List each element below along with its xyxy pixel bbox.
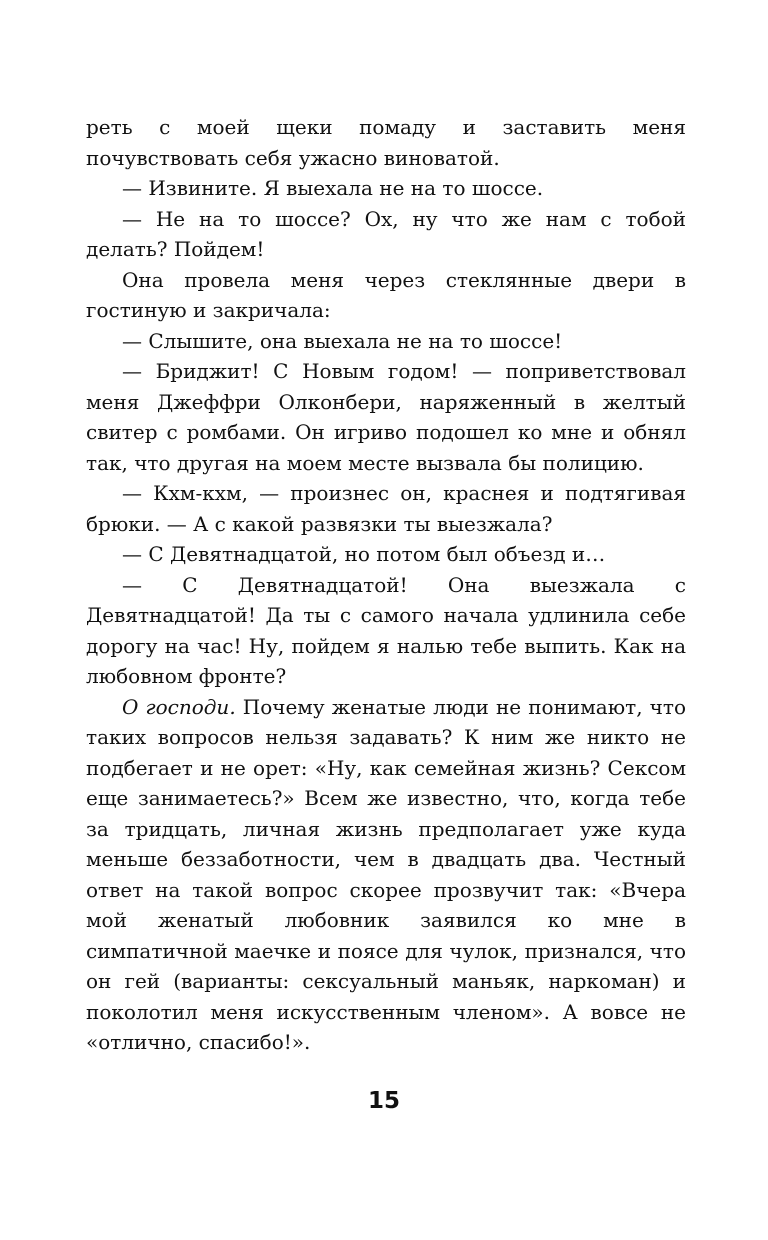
- paragraph-5: — Слышите, она выехала не на то шоссе!: [122, 328, 563, 353]
- paragraph-9: — С Девятнадцатой! Она выезжала с Девятнадцатой! Да ты с самого начала удлинила себе дорогу на час! Ну, пойдем я налью тебе выпить. Как на любовном фронте?: [86, 572, 686, 688]
- paragraph-1: реть с моей щеки помаду и заставить меня почувствовать себя ужасно виноватой.: [86, 115, 686, 170]
- paragraph-4: Она провела меня через стеклянные двери в гостиную и закричала:: [86, 267, 686, 322]
- paragraph-6: — Бриджит! С Новым годом! — поприветствовал меня Джеффри Олконбери, наряженный в желтый свитер с ромбами. Он игриво подошел ко мне и обнял так, что другая на моем месте вызвала бы полицию.: [86, 359, 686, 475]
- paragraph-10: [86, 692, 686, 1058]
- paragraph-2: — Извините. Я выехала не на то шоссе.: [122, 176, 544, 200]
- paragraph-3: — Не на то шоссе? Ох, ну что же нам с тобой делать? Пойдем!: [86, 206, 686, 261]
- page-number: 15: [367, 1088, 400, 1114]
- paragraph-7: — Кхм-кхм, — произнес он, краснея и подтягивая брюки. — А с какой развязки ты выезжала?: [86, 481, 686, 536]
- paragraph-10-text: Почему женатые люди не понимают, что таких вопросов нельзя задавать? К ним же никто не подбегает и не орет: «Ну, как семейная жизнь? Сексом еще занимаетесь?» Всем же известно, что, когда тебе за тридцать, личная жизнь предполагает уже куда меньше беззаботности, чем в двадцать два. Честный ответ на такой вопрос скорее прозвучит так: «Вчера мой женатый любовник заявился ко мне в симпатичной маечке и поясе для чулок, признался, что он гей (варианты: сексуальный маньяк, наркоман) и поколотил меня искусственным членом». А вовсе не «отлично, спасибо!».: [86, 694, 686, 1054]
- page-body: [86, 112, 686, 1058]
- italic-lead: О господи.: [122, 694, 236, 719]
- paragraph-8: — С Девятнадцатой, но потом был объезд и…: [122, 542, 606, 566]
